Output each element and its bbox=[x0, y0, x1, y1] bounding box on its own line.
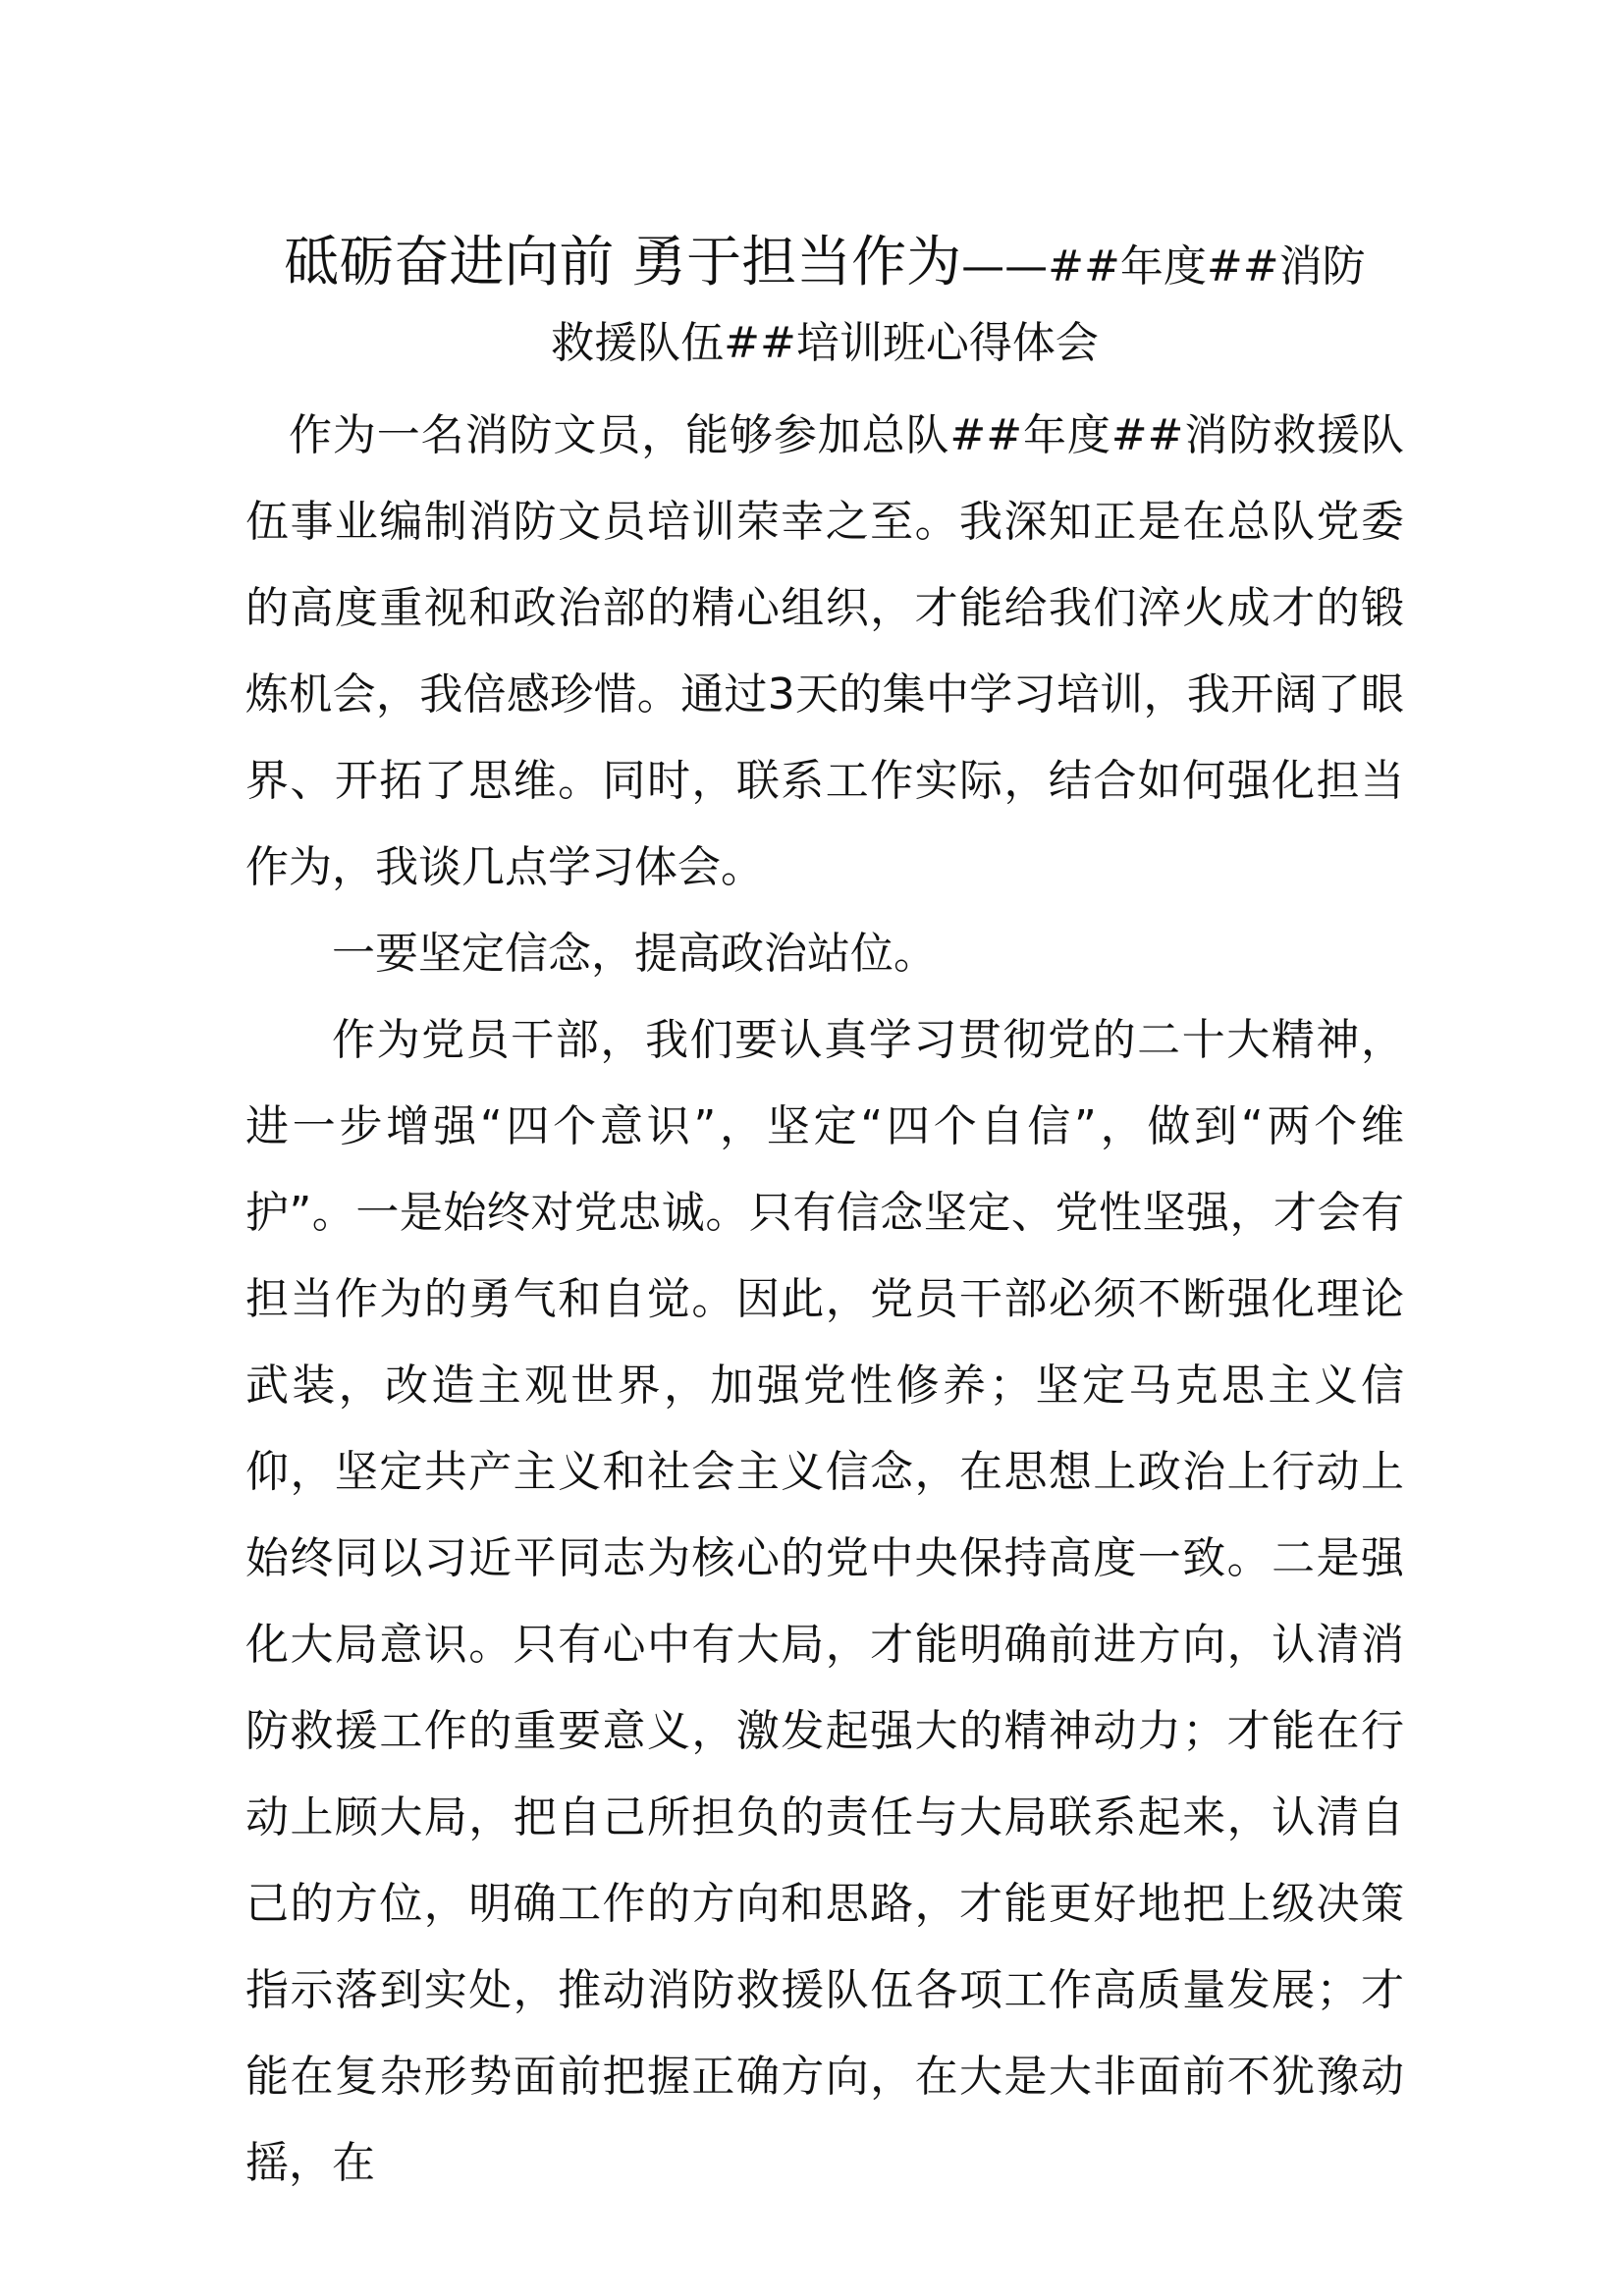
paragraph-intro: 作为一名消防文员，能够参加总队##年度##消防救援队伍事业编制消防文员培训荣幸之至。我深知正是在总队党委的高度重视和政治部的精心组织，才能给我们淬火成才的锻炼机会，我倍感珍惜。通过3天的集中学习培训，我开阔了眼界、开拓了思维。同时，联系工作实际，结合如何强化担当作为，我谈几点学习体会。 bbox=[245, 410, 1404, 892]
title-main: 砥砺奋进向前 勇于担当作为 bbox=[284, 231, 962, 294]
title-second-line: 救援队伍##培训班心得体会 bbox=[551, 318, 1099, 368]
section-heading: 一要坚定信念，提高政治站位。 bbox=[332, 929, 937, 979]
title-subtitle: ——##年度##消防 bbox=[961, 241, 1366, 292]
document-body bbox=[245, 393, 1404, 2207]
paragraph-body: 作为党员干部，我们要认真学习贯彻党的二十大精神，进一步增强“四个意识”，坚定“四个自信”，做到“两个维护”。一是始终对党忠诚。只有信念坚定、党性坚强，才会有担当作为的勇气和自觉。因此，党员干部必须不断强化理论武装，改造主观世界，加强党性修养；坚定马克思主义信仰，坚定共产主义和社会主义信念，在思想上政治上行动上始终同以习近平同志为核心的党中央保持高度一致。二是强化大局意识。只有心中有大局，才能明确前进方向，认清消防救援工作的重要意义，激发起强大的精神动力；才能在行动上顾大局，把自己所担负的责任与大局联系起来，认清自己的方位，明确工作的方向和思路，才能更好地把上级决策指示落到实处，推动消防救援队伍各项工作高质量发展；才能在复杂形势面前把握正确方向，在大是大非面前不犹豫动摇，在 bbox=[245, 1015, 1404, 2188]
document-title bbox=[245, 224, 1404, 306]
